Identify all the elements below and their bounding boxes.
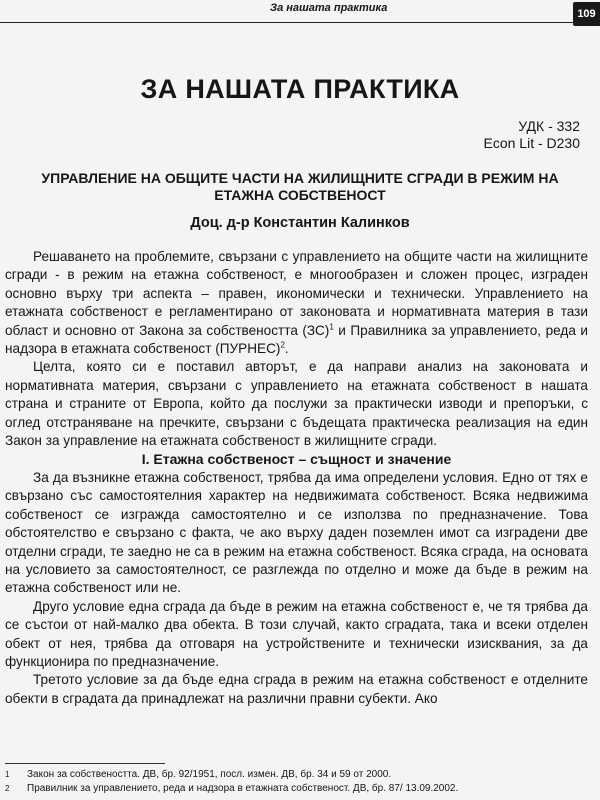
paragraph-4: Друго условие една сграда да бъде в режим на етажна собственост е, че тя трябва да се състои от най-малко два обекта. В този случай, както сградата, така и всеки отделен обект от нея, трябва да отговаря на устройствените и технически изисквания, за да функционира по предназначение. <box>5 598 588 669</box>
footnote-number: 2 <box>5 784 10 793</box>
econlit-code: Econ Lit - D230 <box>483 135 580 151</box>
footnote-ref-1: 1 <box>329 322 334 332</box>
footnote-divider <box>5 763 165 764</box>
footnote-text: Правилник за управлението, реда и надзора в етажната собственост. ДВ, бр. 87/ 13.09.2002. <box>27 783 459 794</box>
udc-code: УДК - 332 <box>518 118 580 134</box>
running-title: За нашата практика <box>270 2 388 14</box>
paragraph-2: Целта, която си е поставил авторът, е да направи анализ на законовата и нормативната материя, свързани с управлението на етажната собственост в нашата страна и страните от Европа, който да послужи за практически изводи и препоръки, с оглед отстраняване на пречките, свързани с бъдещата практическа реализация на един Закон за управление на етажната собственост в жилищните сгради. <box>5 359 588 449</box>
article-title: УПРАВЛЕНИЕ НА ОБЩИТЕ ЧАСТИ НА ЖИЛИЩНИТЕ СГРАДИ В РЕЖИМ НА ЕТАЖНА СОБСТВЕНОСТ <box>41 170 559 203</box>
paragraph-1-part-b: и Правилника за управлението, реда и надзора в етажната собственост (ПУРНЕС) <box>5 322 588 357</box>
paragraph-1-part-c: . <box>284 341 289 357</box>
footnote-text: Закон за собствеността. ДВ, бр. 92/1951, посл. измен. ДВ, бр. 34 и 59 от 2000. <box>27 769 392 780</box>
running-header <box>0 0 600 23</box>
footnotes <box>5 768 590 796</box>
footnote-number: 1 <box>5 770 10 779</box>
paragraph-5: Третото условие за да бъде една сграда в режим на етажна собственост е отделните обекти в сградата да принадлежат на различни правни субекти. Ако <box>5 672 588 706</box>
page-title: ЗА НАШАТА ПРАКТИКА <box>140 74 460 104</box>
footnote-ref-2: 2 <box>280 340 285 350</box>
paragraph-3: За да възникне етажна собственост, трябва да има определени условия. Едно от тях е свързано със самостоятелния характер на недвижимата собственост. Всяка недвижима собственост се изгражда самостоятелно и се използва по предназначение. Това обстоятелство е свързано с факта, че ако върху даден поземлен имот са изградени две отделни сгради, те заедно не са в режим на етажна собственост. Всяка сграда, на основата на условието за самостоятелност, се разглежда по отделно и може да бъде в режим на етажна собственост или не. <box>5 469 588 596</box>
footnote <box>5 768 590 782</box>
page-number: 109 <box>573 2 600 26</box>
paragraph-1-part-a: Решаването на проблемите, свързани с управлението на общите части на жилищните сгради - в режим на етажна собственост, е многообразен и сложен процес, изграден основно върху три аспекта – правен, икономически и технически. Управлението на етажната собственост е регламентирано от законовата и нормативната материя в тази област и основно от Закона за собствеността (ЗС) <box>5 249 588 338</box>
section-heading: I. Етажна собственост – същност и значение <box>141 451 452 468</box>
article-author: Доц. д-р Константин Калинков <box>190 215 410 231</box>
article-body <box>5 248 588 708</box>
paragraph-1 <box>5 248 588 358</box>
classification-block <box>484 118 581 152</box>
footnote <box>5 782 590 796</box>
